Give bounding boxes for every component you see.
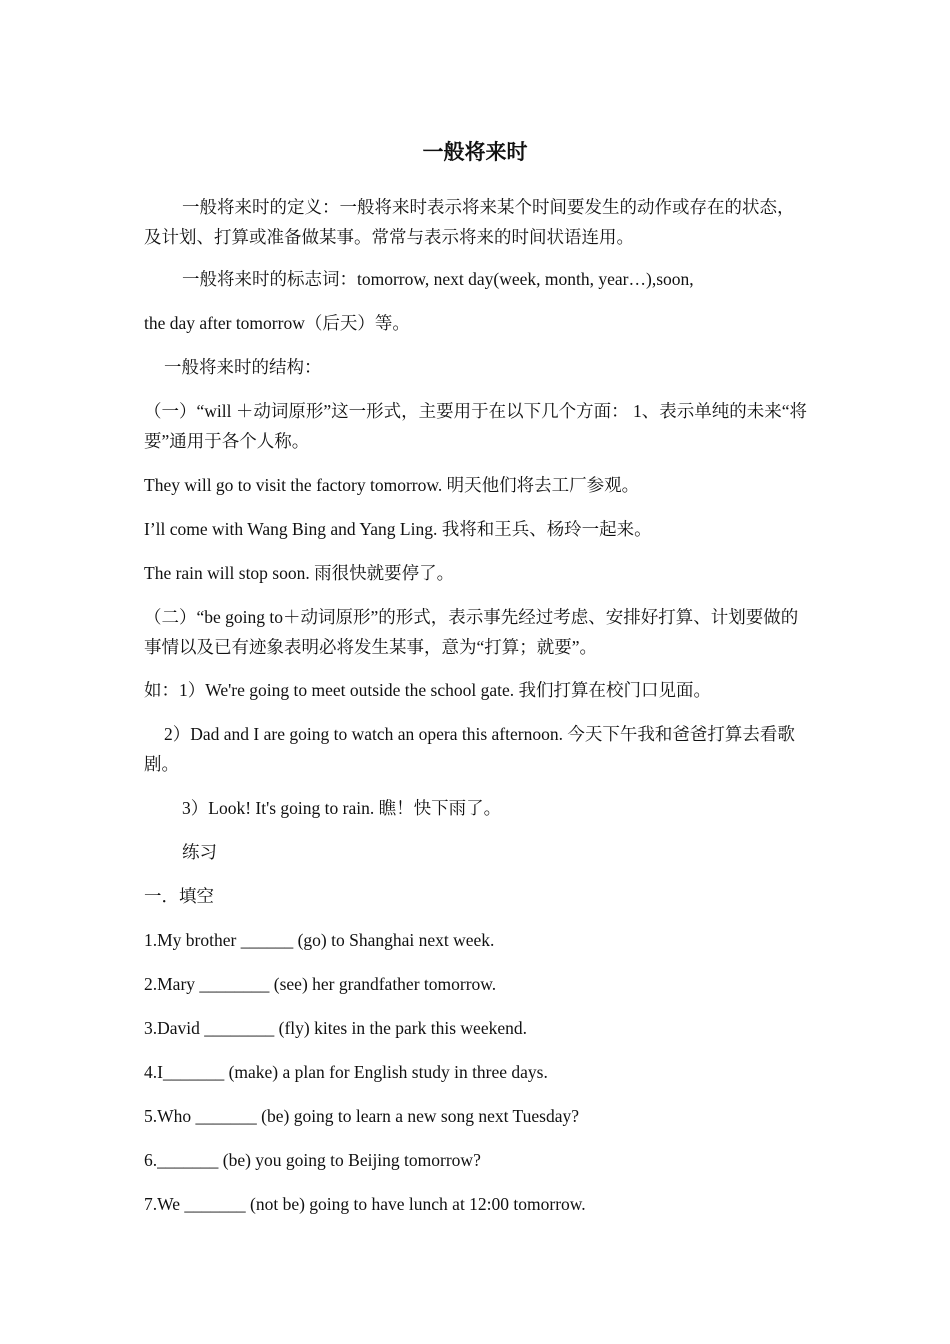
exercise-item: 5.Who _______ (be) going to learn a new song next Tuesday? xyxy=(144,1106,579,1126)
document-title: 一般将来时 xyxy=(422,140,528,164)
structure-heading: 一般将来时的结构： xyxy=(164,357,322,377)
part1-example: I’ll come with Wang Bing and Yang Ling. 我将和王兵、杨玲一起来。 xyxy=(144,519,652,539)
part2-intro: （二）“be going to＋动词原形”的形式，表示事先经过考虑、安排好打算、计划要做的事情以及已有迹象表明必将发生某事，意为“打算；就要”。 xyxy=(144,607,799,657)
markers-line-1: 一般将来时的标志词：tomorrow, next day(week, month, year…),soon, xyxy=(182,269,694,289)
practice-heading: 练习 xyxy=(182,842,217,862)
part1-intro: （一）“will ＋动词原形”这一形式，主要用于在以下几个方面： 1、表示单纯的未来“将要”通用于各个人称。 xyxy=(144,401,808,451)
section-heading: 一．填空 xyxy=(144,886,214,906)
definition-paragraph: 一般将来时的定义：一般将来时表示将来某个时间要发生的动作或存在的状态，及计划、打算或准备做某事。常常与表示将来的时间状语连用。 xyxy=(144,197,795,247)
markers-line-2: the day after tomorrow（后天）等。 xyxy=(144,313,410,333)
part1-example: The rain will stop soon. 雨很快就要停了。 xyxy=(144,563,455,583)
part1-example: They will go to visit the factory tomorrow. 明天他们将去工厂参观。 xyxy=(144,475,640,495)
exercise-item: 2.Mary ________ (see) her grandfather tomorrow. xyxy=(144,974,497,994)
part2-example: 如：1）We're going to meet outside the school gate. 我们打算在校门口见面。 xyxy=(144,680,712,700)
exercise-item: 6._______ (be) you going to Beijing tomorrow? xyxy=(144,1150,481,1170)
exercise-item: 1.My brother ______ (go) to Shanghai next week. xyxy=(144,930,495,950)
exercise-item: 7.We _______ (not be) going to have lunch at 12:00 tomorrow. xyxy=(144,1194,586,1214)
exercise-item: 4.I_______ (make) a plan for English study in three days. xyxy=(144,1062,548,1082)
part2-example: 3）Look! It's going to rain. 瞧！快下雨了。 xyxy=(182,798,502,818)
part2-example: 2）Dad and I are going to watch an opera this afternoon. 今天下午我和爸爸打算去看歌剧。 xyxy=(144,724,795,774)
exercise-item: 3.David ________ (fly) kites in the park this weekend. xyxy=(144,1018,527,1038)
